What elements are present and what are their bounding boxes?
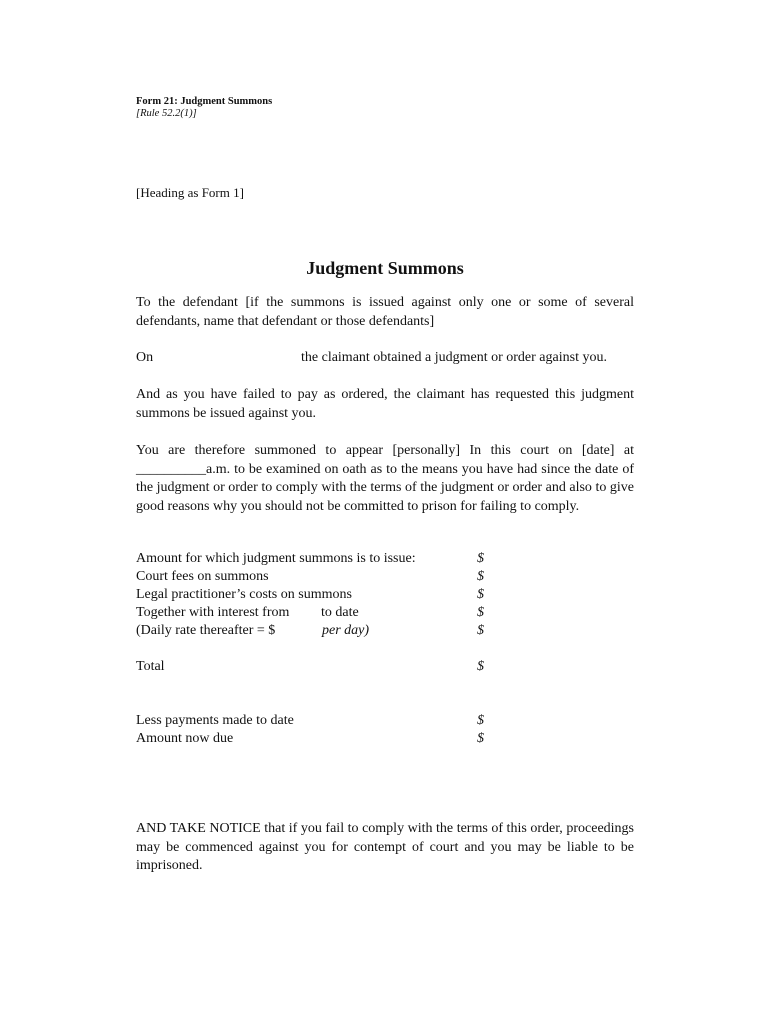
- legal-costs-label: Legal practitioner’s costs on summons: [136, 587, 352, 602]
- to-defendant-paragraph: To the defendant [if the summons is issued against only one or some of several defendants, name that defendant or those defendants]: [136, 295, 634, 329]
- judgment-obtained-text: the claimant obtained a judgment or order against you.: [301, 350, 607, 365]
- take-notice-paragraph: AND TAKE NOTICE that if you fail to comply with the terms of this order, proceedings may be commenced against you for contempt of court and you may be liable to be imprisoned.: [136, 821, 634, 874]
- summons-paragraph: You are therefore summoned to appear [personally] In this court on [date] at __________a.m. to be examined on oath as to the means you have had since the date of the judgment or order to comply with the terms of the judgment or order and also to give good reasons why you should not be committed to prison for failing to comply.: [136, 443, 634, 514]
- less-payments-dollar: $: [477, 713, 484, 728]
- daily-rate-label: (Daily rate thereafter = $: [136, 623, 276, 638]
- total-dollar: $: [477, 659, 484, 674]
- court-fees-label: Court fees on summons: [136, 569, 269, 584]
- to-date-label: to date: [321, 605, 359, 620]
- amount-issue-dollar: $: [477, 551, 484, 566]
- per-day-label: per day): [322, 623, 370, 638]
- amount-due-dollar: $: [477, 731, 484, 746]
- form-rule-reference: [Rule 52.2(1)]: [136, 108, 197, 119]
- legal-costs-dollar: $: [477, 587, 484, 602]
- form-number-title: Form 21: Judgment Summons: [136, 96, 273, 107]
- total-label: Total: [136, 659, 165, 674]
- on-label: On: [136, 350, 154, 365]
- daily-rate-dollar: $: [477, 623, 484, 638]
- interest-from-label: Together with interest from: [136, 605, 290, 620]
- less-payments-label: Less payments made to date: [136, 713, 294, 728]
- heading-note: [Heading as Form 1]: [136, 185, 244, 200]
- court-fees-dollar: $: [477, 569, 484, 584]
- failed-to-pay-paragraph: And as you have failed to pay as ordered, the claimant has requested this judgment summons be issued against you.: [136, 387, 634, 421]
- interest-dollar: $: [477, 605, 484, 620]
- amount-issue-label: Amount for which judgment summons is to issue:: [136, 551, 416, 566]
- amount-due-label: Amount now due: [136, 731, 234, 746]
- page-title: Judgment Summons: [306, 258, 464, 278]
